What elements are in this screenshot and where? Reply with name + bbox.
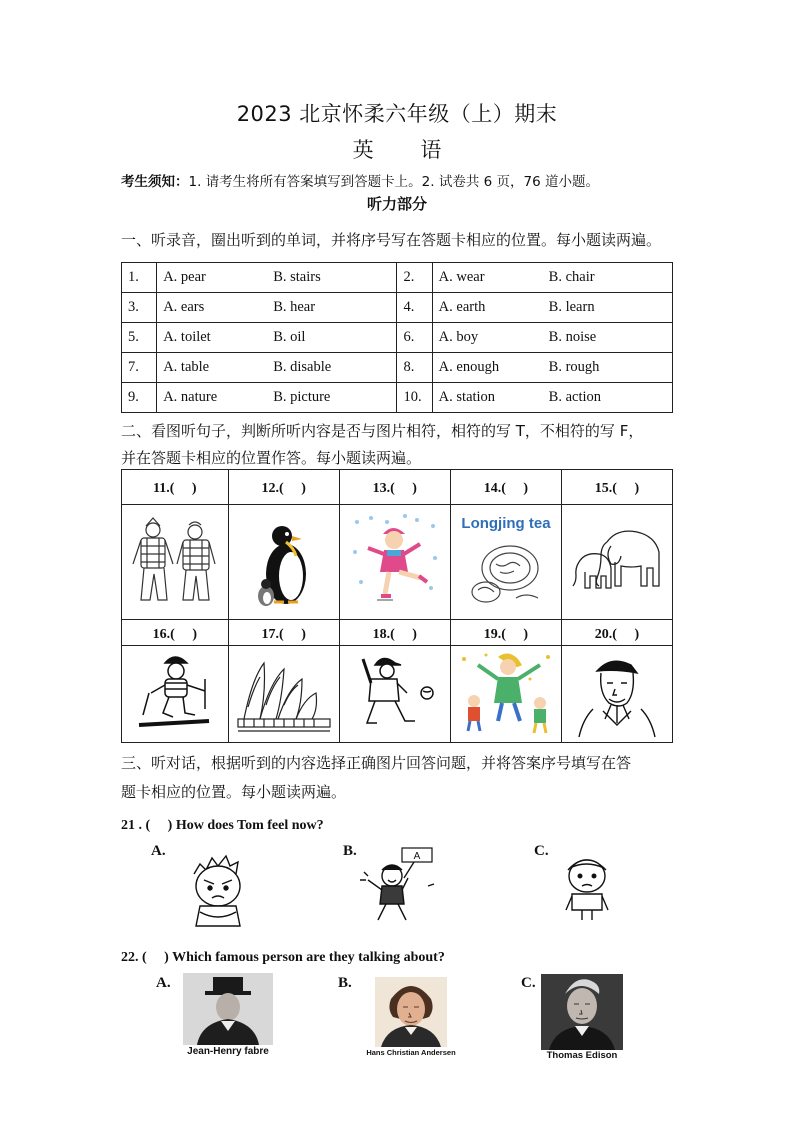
q13-label: 13.( ) [339, 470, 450, 505]
question-number: 2. [397, 263, 432, 293]
q11-picture [122, 505, 229, 620]
option-a: A. boy [438, 329, 479, 345]
option-a: A. ears [163, 299, 205, 315]
word-options [432, 323, 672, 353]
question-number: 1. [122, 263, 157, 293]
terracotta-warriors-icon [127, 512, 223, 612]
q16-label: 16.( ) [122, 620, 229, 646]
q13-picture [339, 505, 450, 620]
section-heading: 听力部分 [366, 195, 427, 213]
word-options [157, 383, 397, 413]
part2-instruction-line2: 并在答题卡相应的位置作答。每小题读两遍。 [121, 449, 422, 467]
question-number: 8. [397, 353, 432, 383]
hans-christian-andersen-portrait [375, 977, 447, 1047]
word-options [157, 323, 397, 353]
word-choice-row [122, 383, 673, 413]
option-a: A. nature [163, 389, 218, 405]
option-a: A. pear [163, 269, 206, 285]
q19-label: 19.( ) [450, 620, 561, 646]
option-b: B. oil [273, 329, 306, 345]
picture-judge-table [121, 469, 673, 743]
option-b: B. stairs [273, 269, 321, 285]
sydney-opera-house-icon [234, 649, 334, 739]
skier-icon [127, 649, 223, 739]
baseball-player-icon [345, 649, 445, 739]
q22-caption-b: Hans Christian Andersen [366, 1048, 456, 1057]
question-number: 7. [122, 353, 157, 383]
q22-option-b: B. [338, 975, 352, 991]
cheering-boy-with-sign-icon [358, 846, 440, 926]
q17-picture [228, 646, 339, 743]
part3-instruction-line1: 三、听对话，根据听到的内容选择正确图片回答问题，并将答案序号填写在答 [121, 754, 632, 772]
q14-label: 14.( ) [450, 470, 561, 505]
word-choice-row [122, 263, 673, 293]
option-b: B. disable [273, 359, 332, 375]
q18-picture [339, 646, 450, 743]
q19-picture [450, 646, 561, 743]
option-b: B. action [548, 389, 602, 405]
option-b: B. hear [273, 299, 316, 315]
option-a: A. station [438, 389, 496, 405]
word-options [432, 263, 672, 293]
question-number: 5. [122, 323, 157, 353]
word-options [157, 263, 397, 293]
subject-title: 英 语 [352, 138, 442, 162]
part2-instruction-line1: 二、看图听句子，判断所听内容是否与图片相符，相符的写 T，不相符的写 F， [121, 422, 644, 440]
q21-sign-text: A [413, 851, 421, 862]
q21-option-b: B. [343, 843, 357, 859]
penguin-icon [236, 512, 332, 612]
exam-title: 2023 北京怀柔六年级（上）期末 [236, 102, 558, 126]
q21-option-a: A. [151, 843, 166, 859]
jean-henry-fabre-portrait [183, 973, 273, 1045]
q22-caption-a: Jean-Henry fabre [187, 1046, 269, 1057]
q22-option-a: A. [156, 975, 171, 991]
option-a: A. table [163, 359, 210, 375]
exam-notice [121, 170, 599, 190]
q14-picture [450, 505, 561, 620]
q16-picture [122, 646, 229, 743]
notice-label: 考生须知： [121, 174, 189, 190]
word-choice-row [122, 323, 673, 353]
word-choice-row [122, 293, 673, 323]
question-number: 4. [397, 293, 432, 323]
question-number: 9. [122, 383, 157, 413]
ice-skating-girl-icon [347, 512, 443, 612]
q20-label: 20.( ) [561, 620, 672, 646]
option-b: B. noise [548, 329, 597, 345]
option-a: A. earth [438, 299, 486, 315]
part3-instruction-line2: 题卡相应的位置。每小题读两遍。 [121, 783, 347, 801]
word-choice-row [122, 353, 673, 383]
word-choice-table [121, 262, 673, 413]
happy-kids-icon [456, 649, 556, 739]
q17-label: 17.( ) [228, 620, 339, 646]
option-a: A. enough [438, 359, 500, 375]
ancient-poet-icon [567, 649, 667, 739]
longjing-tea-label: Longjing tea [461, 515, 551, 532]
option-b: B. rough [548, 359, 600, 375]
word-options [432, 353, 672, 383]
q21-option-c: C. [534, 843, 549, 859]
q15-picture [561, 505, 672, 620]
option-a: A. toilet [163, 329, 211, 345]
word-options [157, 293, 397, 323]
longjing-tea-icon [456, 510, 556, 614]
option-b: B. picture [273, 389, 331, 405]
word-options [157, 353, 397, 383]
angry-boy-icon [180, 852, 258, 932]
part1-instruction: 一、听录音，圈出听到的单词，并将序号写在答题卡相应的位置。每小题读两遍。 [121, 231, 662, 249]
q12-label: 12.( ) [228, 470, 339, 505]
q12-picture [228, 505, 339, 620]
notice-text: 1. 请考生将所有答案填写到答题卡上。2. 试卷共 6 页，76 道小题。 [188, 174, 599, 190]
q20-picture [561, 646, 672, 743]
question-number: 3. [122, 293, 157, 323]
sad-boy-icon [558, 852, 616, 922]
question-22: 22. ( ) Which famous person are they talking about? [121, 950, 445, 965]
thomas-edison-portrait [541, 974, 623, 1050]
option-b: B. chair [548, 269, 595, 285]
question-number: 6. [397, 323, 432, 353]
q22-option-c: C. [521, 975, 536, 991]
elephants-icon [567, 512, 667, 612]
option-a: A. wear [438, 269, 485, 285]
question-number: 10. [397, 383, 432, 413]
word-options [432, 383, 672, 413]
question-21: 21 . ( ) How does Tom feel now? [121, 818, 324, 833]
q18-label: 18.( ) [339, 620, 450, 646]
option-b: B. learn [548, 299, 595, 315]
q15-label: 15.( ) [561, 470, 672, 505]
q11-label: 11.( ) [122, 470, 229, 505]
q22-caption-c: Thomas Edison [546, 1050, 618, 1061]
word-options [432, 293, 672, 323]
